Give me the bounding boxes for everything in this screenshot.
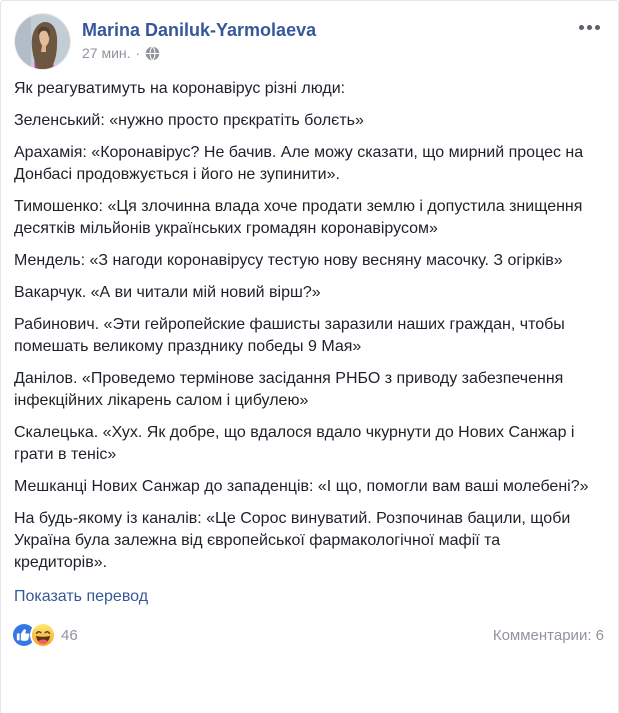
post-paragraph: Арахамія: «Коронавірус? Не бачив. Але можу сказати, що мирний процес на Донбасі продовжується і його не зупинити». [14,144,584,183]
ellipsis-dot [579,25,584,30]
post-paragraph: Данілов. «Проведемо термінове засідання РНБО з приводу забезпечення інфекційних лікарень салом і цибулею» [14,370,564,409]
globe-icon [145,46,160,61]
ellipsis-dot [587,25,592,30]
post-paragraph: Як реагуватимуть на коронавірус різні люди: [14,80,346,97]
ellipsis-dot [595,25,600,30]
post-timestamp[interactable]: 27 мин. [82,45,131,61]
post-body-text [1,76,618,574]
reaction-count[interactable]: 46 [61,626,78,644]
meta-separator: · [135,45,141,61]
show-translation-link[interactable]: Показать перевод [14,588,149,605]
post-paragraph: Вакарчук. «А ви читали мій новий вірш?» [14,284,321,301]
profile-photo-illustration [15,14,71,70]
post-footer [1,620,618,646]
post-paragraph: Мешканці Нових Санжар до западенців: «І що, помогли вам ваші молебені?» [14,478,589,495]
post-header [1,1,618,76]
post-paragraph: Зеленський: «нужно просто прєкратіть болєть» [14,112,364,129]
author-name[interactable]: Marina Daniluk-Yarmolaeva [82,20,317,40]
post-paragraph: Мендель: «З нагоди коронавірусу тестую нову весняну масочку. З огірків» [14,252,563,269]
post-paragraph: Рабинович. «Эти гейропейские фашисты заразили наших граждан, чтобы помешать великому празднику победы 9 Мая» [14,316,565,355]
comments-count[interactable]: Комментарии: 6 [492,626,604,644]
post-options-button[interactable] [577,19,602,36]
post-meta [82,45,316,61]
post-paragraph: На будь-якому із каналів: «Це Сорос винуватий. Розпочинав бацили, щоби Україна була залежна від європейської фармакологічної мафії та кредиторів». [14,510,571,571]
post-header-texts [82,13,316,61]
haha-reaction-icon[interactable] [32,624,54,646]
post-paragraph: Скалецька. «Хух. Як добре, що вдалося вдало чкурнути до Нових Санжар і грати в теніс» [14,424,575,463]
post-paragraph: Тимошенко: «Ця злочинна влада хоче продати землю і допустила знищення десятків мільйонів українських громадян коронавірусом» [14,198,583,237]
avatar[interactable] [14,13,71,70]
reactions-summary[interactable] [13,624,78,646]
